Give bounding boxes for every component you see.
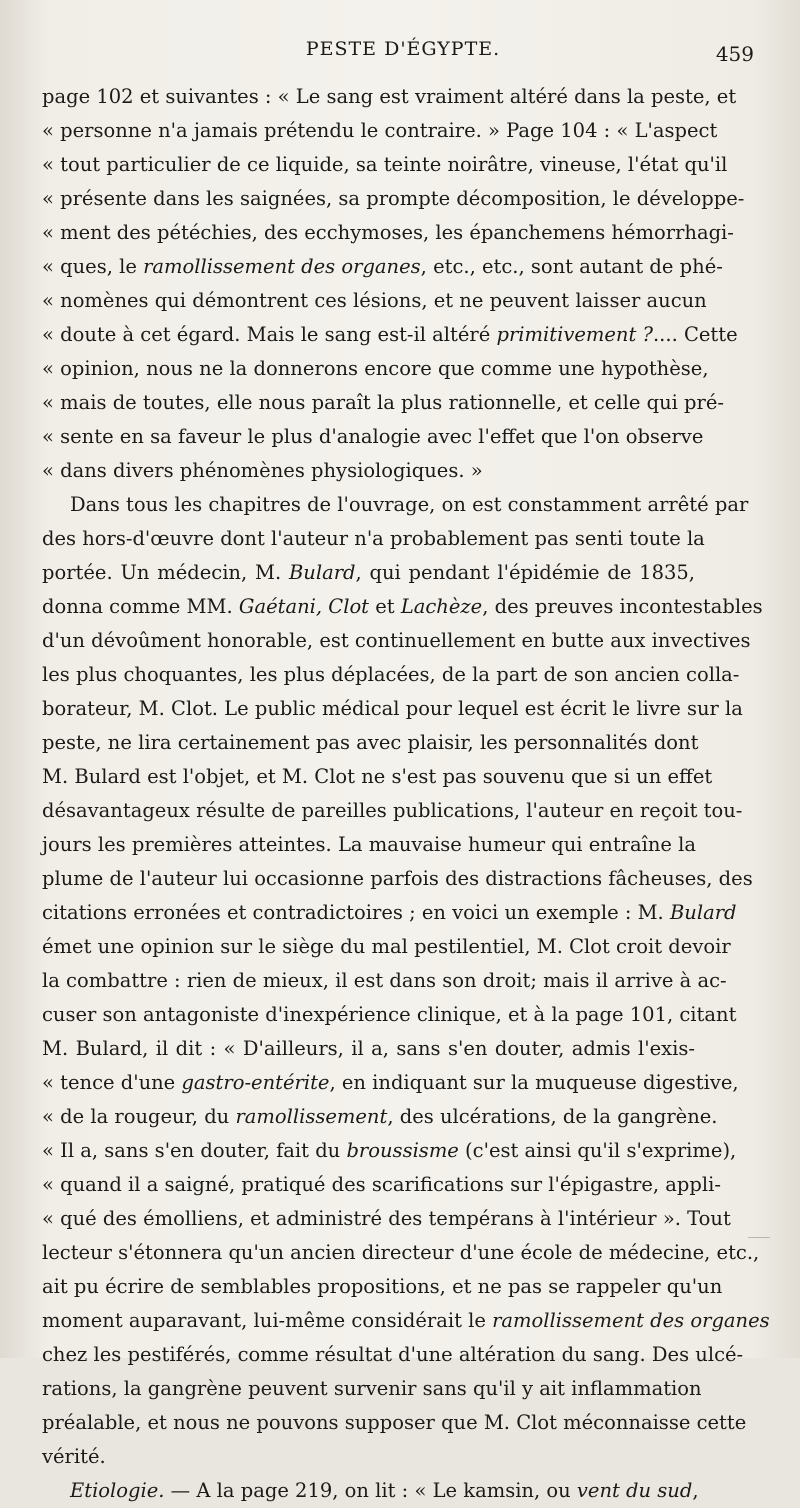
text-line bbox=[42, 1372, 702, 1406]
text-run: moment auparavant, lui-même considérait le bbox=[42, 1309, 493, 1332]
text-run: , qui pendant l'épidémie de 1835, bbox=[355, 561, 695, 584]
text-line bbox=[42, 692, 743, 726]
text-run: Dans tous les chapitres de l'ouvrage, on est constamment arrêté par bbox=[70, 493, 749, 516]
text-line bbox=[42, 1032, 695, 1066]
italic-run: broussisme bbox=[346, 1139, 459, 1162]
italic-run: Bulard bbox=[288, 561, 356, 584]
text-run: « opinion, nous ne la donnerons encore que comme une hypothèse, bbox=[42, 357, 709, 380]
text-line bbox=[42, 182, 745, 216]
running-head: PESTE D'ÉGYPTE. bbox=[305, 38, 501, 60]
text-run: des hors-d'œuvre dont l'auteur n'a probablement pas senti toute la bbox=[42, 527, 705, 550]
text-line bbox=[42, 1134, 737, 1168]
text-run: les plus choquantes, les plus déplacées, de la part de son ancien colla- bbox=[42, 663, 740, 686]
text-line bbox=[42, 1270, 723, 1304]
text-run: lecteur s'étonnera qu'un ancien directeur d'une école de médecine, etc., bbox=[42, 1241, 760, 1264]
text-line bbox=[42, 726, 699, 760]
text-run: la combattre : rien de mieux, il est dans son droit; mais il arrive à ac- bbox=[42, 969, 727, 992]
text-line bbox=[42, 590, 763, 624]
text-run: — A la page 219, on lit : « Le kamsin, ou bbox=[164, 1479, 577, 1502]
text-run: plume de l'auteur lui occasionne parfois des distractions fâcheuses, des bbox=[42, 867, 753, 890]
text-line bbox=[42, 1066, 739, 1100]
text-run: , etc., etc., sont autant de phé- bbox=[420, 255, 723, 278]
text-line bbox=[42, 1406, 747, 1440]
text-run: « de la rougeur, du bbox=[42, 1105, 236, 1128]
italic-run: ramollissement des organes bbox=[492, 1309, 770, 1332]
text-line bbox=[42, 794, 743, 828]
text-line bbox=[42, 1100, 718, 1134]
text-run: M. Bulard est l'objet, et M. Clot ne s'est pas souvenu que si un effet bbox=[42, 765, 713, 788]
italic-run: primitivement ? bbox=[496, 323, 653, 346]
text-run: « tout particulier de ce liquide, sa teinte noirâtre, vineuse, l'état qu'il bbox=[42, 153, 728, 176]
margin-mark bbox=[748, 1237, 770, 1238]
text-run: émet une opinion sur le siège du mal pestilentiel, M. Clot croit devoir bbox=[42, 935, 731, 958]
text-run: portée. Un médecin, M. bbox=[42, 561, 289, 584]
text-line bbox=[42, 1474, 699, 1508]
text-line bbox=[42, 862, 753, 896]
text-run: d'un dévoûment honorable, est continuellement en butte aux invectives bbox=[42, 629, 751, 652]
text-run: « nomènes qui démontrent ces lésions, et ne peuvent laisser aucun bbox=[42, 289, 707, 312]
page-number: 459 bbox=[715, 42, 754, 66]
text-line bbox=[42, 114, 718, 148]
text-run: cuser son antagoniste d'inexpérience clinique, et à la page 101, citant bbox=[42, 1003, 737, 1026]
text-line bbox=[42, 454, 695, 488]
text-line bbox=[42, 998, 737, 1032]
text-run: borateur, M. Clot. Le public médical pour lequel est écrit le livre sur la bbox=[42, 697, 743, 720]
text-line bbox=[42, 1440, 695, 1474]
text-line bbox=[42, 658, 740, 692]
text-line bbox=[42, 216, 734, 250]
text-run: jours les premières atteintes. La mauvaise humeur qui entraîne la bbox=[42, 833, 697, 856]
text-run: « doute à cet égard. Mais le sang est-il altéré bbox=[42, 323, 497, 346]
text-run: M. Bulard, il dit : « D'ailleurs, il a, sans s'en douter, admis l'exis- bbox=[42, 1037, 695, 1060]
text-run: , des ulcérations, de la gangrène. bbox=[387, 1105, 718, 1128]
text-run: donna comme MM. bbox=[42, 595, 239, 618]
italic-run: Bulard bbox=[669, 901, 737, 924]
text-run: vérité. bbox=[42, 1445, 106, 1468]
text-run: préalable, et nous ne pouvons supposer que M. Clot méconnaisse cette bbox=[42, 1411, 747, 1434]
italic-run: ramollissement des organes bbox=[143, 255, 421, 278]
text-run: « mais de toutes, elle nous paraît la plus rationnelle, et celle qui pré- bbox=[42, 391, 724, 414]
text-run: , bbox=[692, 1479, 699, 1502]
text-line bbox=[42, 1304, 770, 1338]
text-line bbox=[42, 284, 707, 318]
italic-run: vent du sud bbox=[576, 1479, 693, 1502]
text-line bbox=[42, 148, 728, 182]
text-run: « présente dans les saignées, sa prompte décomposition, le développe- bbox=[42, 187, 745, 210]
body-text bbox=[42, 80, 770, 1508]
text-run: « ment des pétéchies, des ecchymoses, les épanchemens hémorrhagi- bbox=[42, 221, 734, 244]
text-run: ait pu écrire de semblables propositions, et ne pas se rappeler qu'un bbox=[42, 1275, 723, 1298]
text-line bbox=[42, 420, 704, 454]
italic-run: Etiologie. bbox=[70, 1479, 165, 1502]
text-line bbox=[42, 250, 723, 284]
text-run: « sente en sa faveur le plus d'analogie avec l'effet que l'on observe bbox=[42, 425, 704, 448]
text-run: page 102 et suivantes : « Le sang est vraiment altéré dans la peste, et bbox=[42, 85, 737, 108]
text-run: .... Cette bbox=[652, 323, 738, 346]
text-line bbox=[42, 930, 731, 964]
text-run: peste, ne lira certainement pas avec plaisir, les personnalités dont bbox=[42, 731, 699, 754]
text-run: « ques, le bbox=[42, 255, 144, 278]
text-line bbox=[42, 624, 751, 658]
text-line bbox=[42, 386, 724, 420]
text-line bbox=[42, 760, 713, 794]
text-line bbox=[42, 80, 737, 114]
text-line bbox=[42, 318, 738, 352]
text-run: citations erronées et contradictoires ; en voici un exemple : M. bbox=[42, 901, 670, 924]
text-run: rations, la gangrène peuvent survenir sans qu'il y ait inflammation bbox=[42, 1377, 702, 1400]
page-header bbox=[48, 38, 758, 66]
text-line bbox=[42, 1168, 721, 1202]
text-line bbox=[42, 488, 749, 522]
italic-run: gastro-entérite bbox=[181, 1071, 330, 1094]
text-line bbox=[42, 352, 709, 386]
text-run: « quand il a saigné, pratiqué des scarifications sur l'épigastre, appli- bbox=[42, 1173, 721, 1196]
text-line bbox=[42, 964, 727, 998]
text-run: et bbox=[369, 595, 401, 618]
text-run: « personne n'a jamais prétendu le contraire. » Page 104 : « L'aspect bbox=[42, 119, 718, 142]
text-run: , des preuves incontestables bbox=[482, 595, 763, 618]
text-run: « dans divers phénomènes physiologiques. » bbox=[42, 459, 483, 482]
text-run: « qué des émolliens, et administré des tempérans à l'intérieur ». Tout bbox=[42, 1207, 731, 1230]
text-line bbox=[42, 1338, 744, 1372]
text-line bbox=[42, 828, 695, 862]
text-run: (c'est ainsi qu'il s'exprime), bbox=[458, 1139, 737, 1162]
text-line bbox=[42, 522, 705, 556]
text-line bbox=[42, 1236, 760, 1270]
text-run: , en indiquant sur la muqueuse digestive, bbox=[329, 1071, 739, 1094]
text-run: « Il a, sans s'en douter, fait du bbox=[42, 1139, 347, 1162]
text-line bbox=[42, 1202, 731, 1236]
text-line bbox=[42, 556, 695, 590]
text-run: chez les pestiférés, comme résultat d'une altération du sang. Des ulcé- bbox=[42, 1343, 744, 1366]
text-line bbox=[42, 896, 737, 930]
italic-run: ramollissement bbox=[235, 1105, 388, 1128]
text-run: désavantageux résulte de pareilles publications, l'auteur en reçoit tou- bbox=[42, 799, 743, 822]
text-run: « tence d'une bbox=[42, 1071, 182, 1094]
italic-run: Gaétani, Clot bbox=[238, 595, 370, 618]
italic-run: Lachèze bbox=[400, 595, 483, 618]
